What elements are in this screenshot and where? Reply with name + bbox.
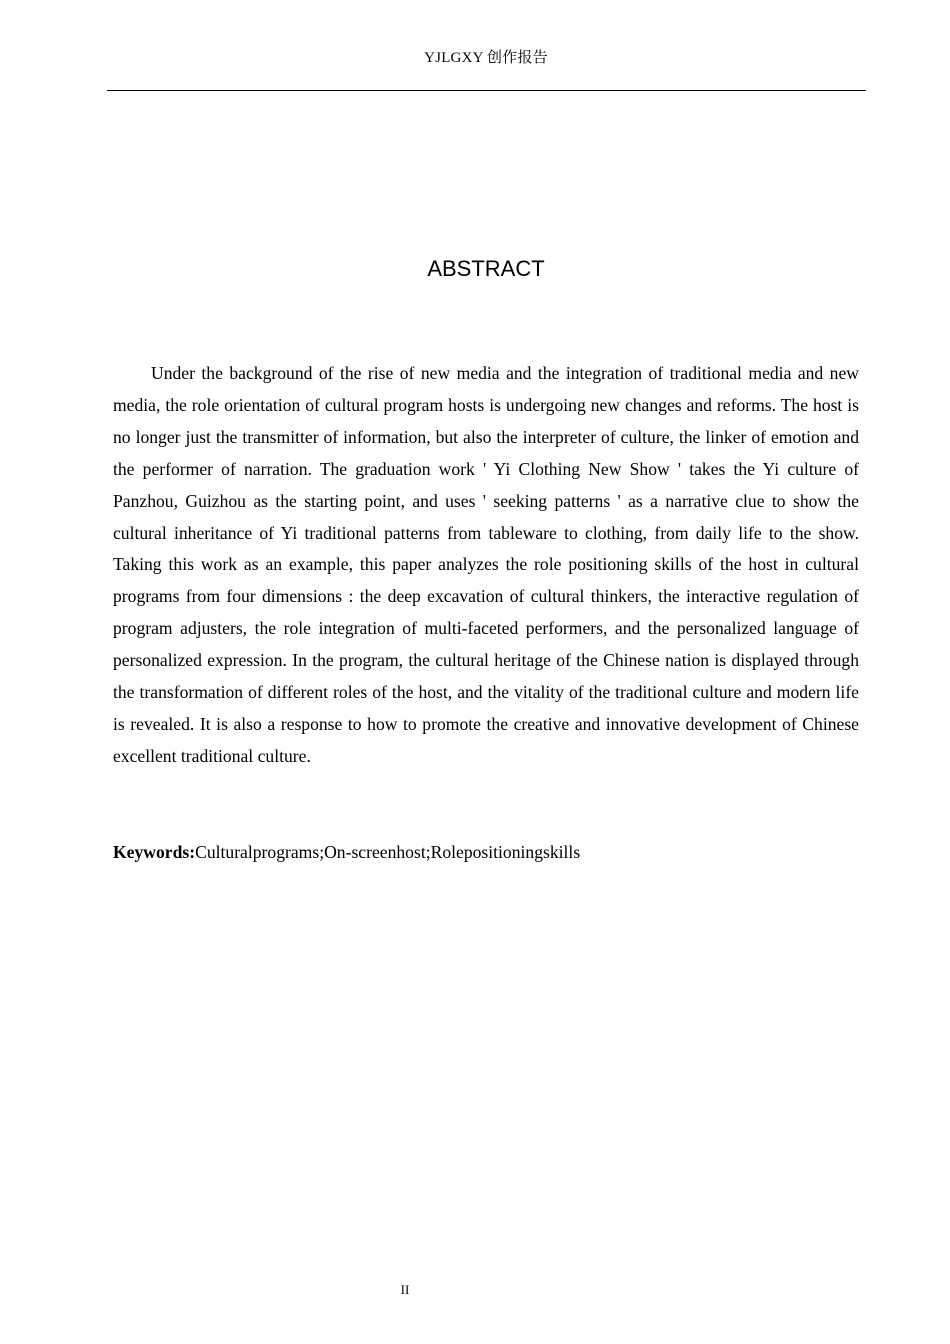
keywords-label: Keywords: (113, 842, 196, 862)
abstract-title: ABSTRACT (427, 256, 545, 281)
keywords-line (113, 837, 859, 869)
running-header: YJLGXY 创作报告 (424, 50, 548, 66)
page-number: II (400, 1282, 410, 1297)
keywords-value: Culturalprograms;On-screenhost;Rolepositioningskills (195, 842, 581, 862)
header-divider (107, 90, 866, 91)
abstract-body: Under the background of the rise of new media and the integration of traditional media and new media, the role orientation of cultural program hosts is undergoing new changes and reforms. The host is no longer just the transmitter of information, but also the interpreter of culture, the linker of emotion and the performer of narration. The graduation work ' Yi Clothing New Show ' takes the Yi culture of Panzhou, Guizhou as the starting point, and uses ' seeking patterns ' as a narrative clue to show the cultural inheritance of Yi traditional patterns from tableware to clothing, from daily life to the show. Taking this work as an example, this paper analyzes the role positioning skills of the host in cultural programs from four dimensions : the deep excavation of cultural thinkers, the interactive regulation of program adjusters, the role integration of multi-faceted performers, and the personalized language of personalized expression. In the program, the cultural heritage of the Chinese nation is displayed through the transformation of different roles of the host, and the vitality of the traditional culture and modern life is revealed. It is also a response to how to promote the creative and innovative development of Chinese excellent traditional culture. (113, 363, 859, 766)
